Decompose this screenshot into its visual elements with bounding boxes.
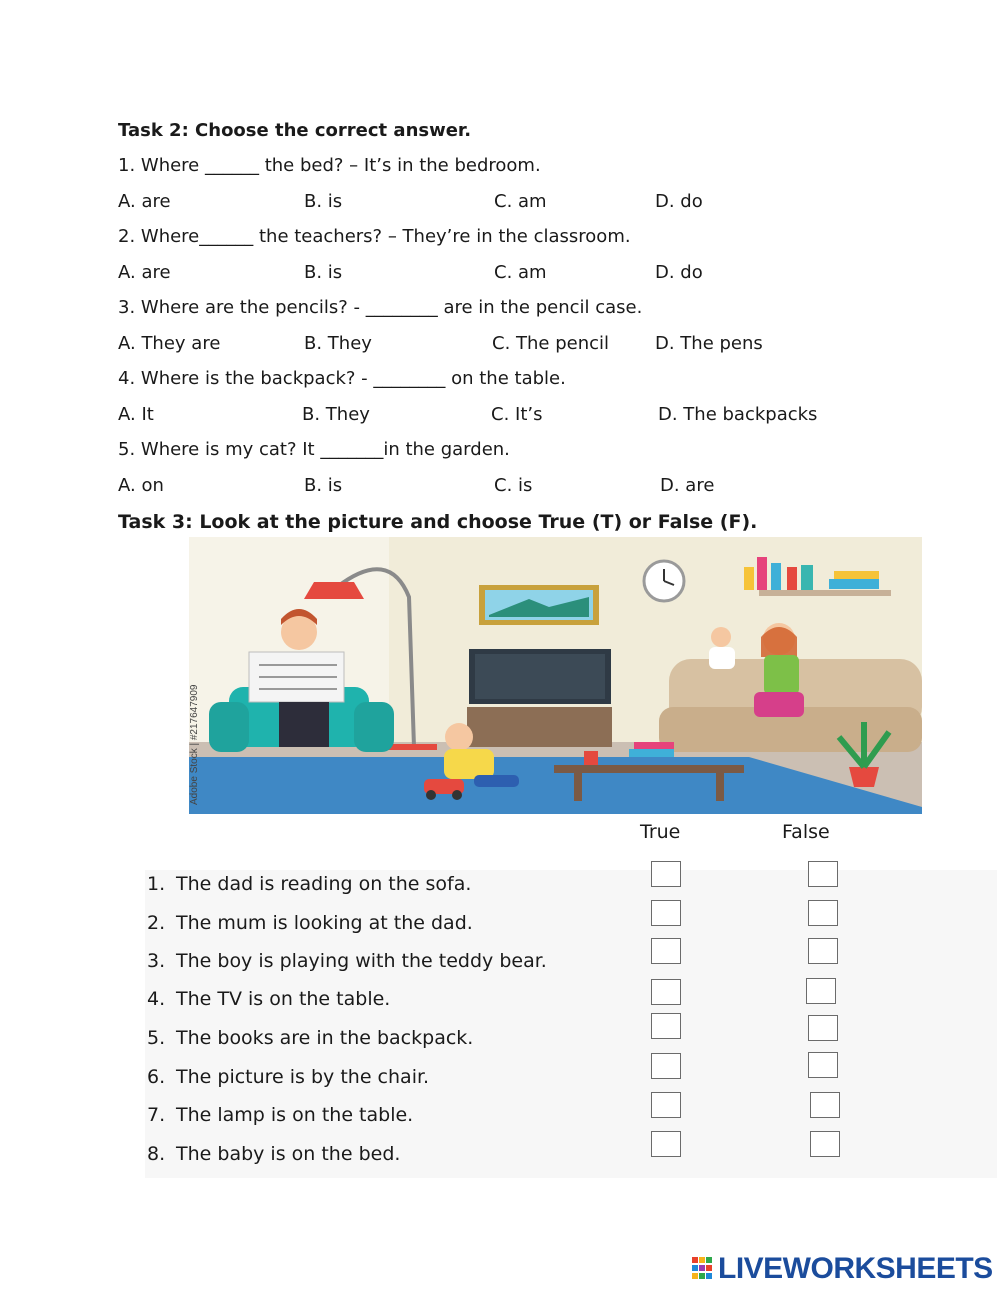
q4-option-a[interactable]: A. It [118,404,154,425]
statement-4-number: 4. [147,988,166,1010]
statement-6-true-checkbox[interactable] [651,1053,681,1079]
liveworksheets-logo[interactable] [692,1254,993,1284]
q1-option-b[interactable]: B. is [304,191,343,212]
q3-option-b[interactable]: B. They [304,333,372,354]
statement-2-false-checkbox[interactable] [808,900,838,926]
statement-8-true-checkbox[interactable] [651,1131,681,1157]
q2-option-b[interactable]: B. is [304,262,343,283]
statement-7-text: The lamp is on the table. [176,1104,414,1126]
liveworksheets-logo-text: LIVEWORKSHEETS [718,1252,993,1285]
q1-option-c[interactable]: C. am [494,191,547,212]
false-column-header: False [782,821,830,843]
statement-7-false-checkbox[interactable] [810,1092,840,1118]
q3-option-c[interactable]: C. The pencil [492,333,610,354]
q5-option-c[interactable]: C. is [494,475,533,496]
statement-6-false-checkbox[interactable] [808,1052,838,1078]
statement-3-text: The boy is playing with the teddy bear. [176,950,547,972]
statement-5-true-checkbox[interactable] [651,1013,681,1039]
q5-option-d[interactable]: D. are [660,475,715,496]
q2-option-c[interactable]: C. am [494,262,547,283]
statement-2-text: The mum is looking at the dad. [176,912,473,934]
q5-option-b[interactable]: B. is [304,475,343,496]
statement-5-text: The books are in the backpack. [176,1027,474,1049]
statement-8-false-checkbox[interactable] [810,1131,840,1157]
living-room-scene [189,537,922,814]
statement-2-number: 2. [147,912,166,934]
true-column-header: True [640,821,681,843]
statement-6-number: 6. [147,1066,166,1088]
statement-7-true-checkbox[interactable] [651,1092,681,1118]
statement-8-text: The baby is on the bed. [176,1143,401,1165]
q1-option-a[interactable]: A. are [118,191,171,212]
q2-option-a[interactable]: A. are [118,262,171,283]
statement-1-false-checkbox[interactable] [808,861,838,887]
question-3: 3. Where are the pencils? - ________ are in the pencil case. [118,297,643,318]
statement-2-true-checkbox[interactable] [651,900,681,926]
statement-4-false-checkbox[interactable] [806,978,836,1004]
statement-3-false-checkbox[interactable] [808,938,838,964]
statement-4-true-checkbox[interactable] [651,979,681,1005]
q4-option-b[interactable]: B. They [302,404,370,425]
q2-option-d[interactable]: D. do [655,262,703,283]
stock-watermark [189,684,221,812]
statement-6-text: The picture is by the chair. [176,1066,430,1088]
task3-title: Task 3: Look at the picture and choose True (T) or False (F). [118,511,758,533]
living-room-illustration [189,537,922,814]
statement-5-number: 5. [147,1027,166,1049]
question-5: 5. Where is my cat? It _______in the garden. [118,439,510,460]
q1-option-d[interactable]: D. do [655,191,703,212]
statement-1-number: 1. [147,873,166,895]
statement-7-number: 7. [147,1104,166,1126]
q3-option-d[interactable]: D. The pens [655,333,763,354]
statement-4-text: The TV is on the table. [176,988,391,1010]
task2-title: Task 2: Choose the correct answer. [118,120,472,141]
question-1: 1. Where ______ the bed? – It’s in the bedroom. [118,155,541,176]
liveworksheets-logo-icon [692,1257,714,1281]
statement-1-true-checkbox[interactable] [651,861,681,887]
q5-option-a[interactable]: A. on [118,475,164,496]
stock-watermark-text: Adobe Stock | #217647909 [189,684,200,805]
q4-option-c[interactable]: C. It’s [491,404,543,425]
statement-1-text: The dad is reading on the sofa. [176,873,472,895]
statement-8-number: 8. [147,1143,166,1165]
statement-3-true-checkbox[interactable] [651,938,681,964]
question-4: 4. Where is the backpack? - ________ on the table. [118,368,566,389]
statement-5-false-checkbox[interactable] [808,1015,838,1041]
statement-3-number: 3. [147,950,166,972]
q4-option-d[interactable]: D. The backpacks [658,404,818,425]
q3-option-a[interactable]: A. They are [118,333,221,354]
question-2: 2. Where______ the teachers? – They’re in the classroom. [118,226,631,247]
